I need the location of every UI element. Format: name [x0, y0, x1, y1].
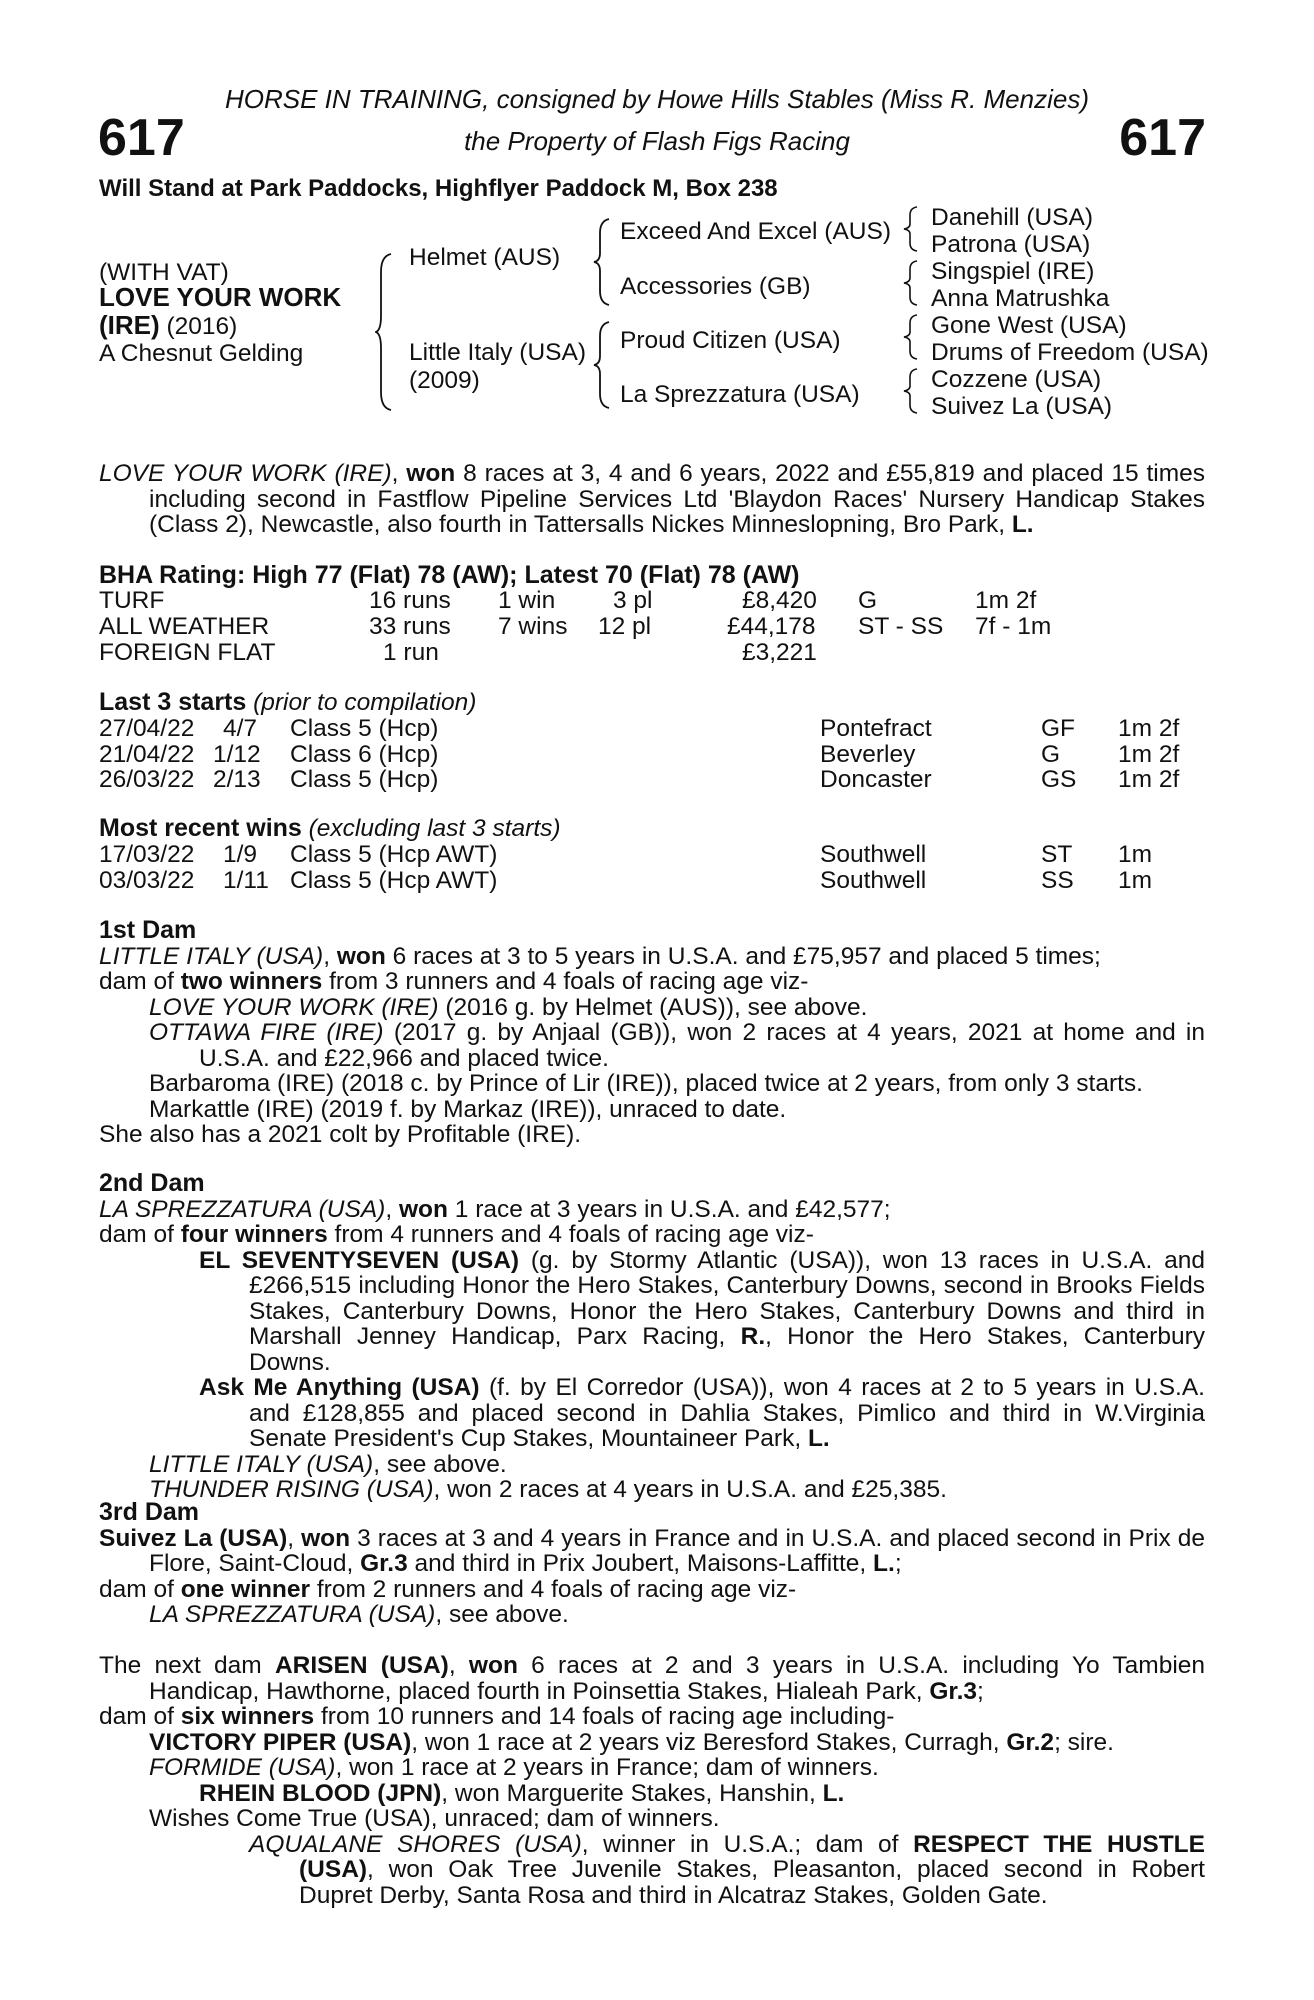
- produce-text-end: , won Oak Tree Juvenile Stakes, Pleasanton, placed second in Robert Dupret Derby, Santa Rosa and third in Alcatraz Stakes, Golden Gate.: [299, 1856, 1205, 1909]
- dam-dam: La Sprezzatura (USA): [620, 381, 860, 408]
- produce-text: (g. by Stormy Atlantic (USA)), won 13 races in U.S.A. and £266,515 including Honor the Hero Stakes, Canterbury Downs, second in Brooks Fields Stakes, Canterbury Downs, Honor the Hero Stakes, Canterbury Downs and third in Marshall Jenney Handicap, Parx Racing,: [249, 1246, 1205, 1350]
- win-distance: 1m: [1118, 867, 1153, 894]
- start-date: 27/04/22: [99, 715, 195, 742]
- third-dam-name: Suivez La (USA): [99, 1524, 288, 1552]
- bha-runs: 33 runs: [369, 613, 451, 640]
- third-dam-winners: one winner: [180, 1575, 311, 1603]
- produce-text: , won 2 races at 4 years in U.S.A. and £25,385.: [433, 1476, 947, 1503]
- pedigree-brace-ss: [903, 205, 919, 253]
- pedigree-brace-ds: [903, 313, 919, 361]
- third-dam-produce-c: from 2 runners and 4 foals of racing age viz-: [310, 1575, 797, 1603]
- recent-heading-row: [99, 816, 561, 842]
- dam: Little Italy (USA): [409, 339, 586, 366]
- produce-text: , won 1 race at 2 years in France; dam of winners.: [335, 1754, 879, 1781]
- bha-wins: 1 win: [498, 587, 556, 614]
- produce-text: (2017 g. by Anjaal (GB)), won 2 races at 4 years, 2021 at home and in U.S.A. and £22,966 and placed twice.: [199, 1019, 1205, 1072]
- first-dam-won: won: [336, 942, 386, 970]
- produce-text-end: ; sire.: [1054, 1728, 1114, 1756]
- second-dam-produce-a: dam of: [99, 1221, 181, 1248]
- first-dam-produce-c: from 3 runners and 4 foals of racing age viz-: [322, 968, 809, 995]
- start-race: Class 6 (Hcp): [290, 741, 439, 768]
- bha-distance: 7f - 1m: [975, 613, 1052, 640]
- bha-placed: 3 pl: [613, 587, 653, 614]
- produce-name: Ask Me Anything (USA): [199, 1374, 480, 1401]
- sire: Helmet (AUS): [409, 244, 561, 271]
- next-dam-record-end: ;: [977, 1677, 984, 1705]
- second-dam-heading: 2nd Dam: [99, 1169, 205, 1197]
- pedigree-brace-dam: [593, 320, 613, 410]
- last3-heading: Last 3 starts: [99, 688, 247, 716]
- next-dam-won: won: [468, 1652, 518, 1679]
- recent-note: (excluding last 3 starts): [301, 815, 561, 842]
- produce-name: RHEIN BLOOD (JPN): [199, 1779, 442, 1807]
- last3-heading-row: [99, 690, 476, 716]
- consignment-line: HORSE IN TRAINING, consigned by Howe Hills Stables (Miss R. Menzies): [224, 84, 1089, 114]
- first-dam-name: LITTLE ITALY (USA): [99, 942, 324, 970]
- last3-note: (prior to compilation): [246, 689, 477, 716]
- race-summary: LOVE YOUR WORK (IRE), won 8 races at 3, 4 and 6 years, 2022 and £55,819 and placed 15 times including second in Fastflow Pipeline Services Ltd 'Blaydon Races' Nursery Handicap Stakes (Class 2), Newcastle, also fourth in Tattersalls Nickes Minneslopning, Bro Park, L.: [99, 460, 1205, 538]
- win-course: Southwell: [820, 841, 927, 868]
- produce-name: LA SPREZZATURA (USA): [149, 1601, 436, 1628]
- bha-going: ST - SS: [858, 613, 944, 640]
- start-date: 21/04/22: [99, 741, 195, 768]
- third-dam-record-b: and third in Prix Joubert, Maisons-Laffitte,: [407, 1550, 874, 1577]
- second-dam-won: won: [398, 1195, 448, 1223]
- next-dam-section: [99, 1653, 1205, 1908]
- second-dam-name: LA SPREZZATURA (USA): [99, 1195, 386, 1223]
- ds-dam: Drums of Freedom (USA): [931, 339, 1209, 366]
- third-dam-grade: Gr.3: [360, 1550, 408, 1577]
- second-dam-winners: four winners: [180, 1221, 328, 1248]
- first-dam-heading: 1st Dam: [99, 916, 197, 944]
- produce-text-end: , Honor the Hero Stakes, Canterbury Downs.: [249, 1323, 1205, 1376]
- produce-name: OTTAWA FIRE (IRE): [149, 1019, 384, 1046]
- summary-name: LOVE YOUR WORK (IRE): [99, 460, 392, 487]
- bha-runs: 1 run: [383, 639, 439, 666]
- produce-item: Markattle (IRE) (2019 f. by Markaz (IRE)), unraced to date.: [149, 1095, 787, 1123]
- location-line: Will Stand at Park Paddocks, Highflyer Paddock M, Box 238: [99, 175, 778, 202]
- produce-name: THUNDER RISING (USA): [149, 1476, 434, 1503]
- second-dam-section: 2nd Dam LA SPREZZATURA (USA), won 1 race at 3 years in U.S.A. and £42,577; dam of four winners from 4 runners and 4 foals of racing age viz- EL SEVENTYSEVEN (USA) (g. by Stormy Atlantic (USA)), won 13 races in U.S.A. and £266,515 including Honor the Hero Stakes, Canterbury Downs, second in Brooks Fields Stakes, Canterbury Downs, Honor the Hero Stakes, Canterbury Downs and third in Marshall Jenney Handicap, Parx Racing, R., Honor the Hero Stakes, Canterbury Downs. Ask Me Anything (USA) (f. by El Corredor (USA)), won 4 races at 2 to 5 years in U.S.A. and £128,855 and placed second in Dahlia Stakes, Pimlico and third in W.Virginia Senate President's Cup Stakes, Mountaineer Park, L. LITTLE ITALY (USA), see above. THUNDER RISING (USA), won 2 races at 4 years in U.S.A. and £25,385.: [99, 1169, 1205, 1503]
- bha-heading: BHA Rating: High 77 (Flat) 78 (AW); Latest 70 (Flat) 78 (AW): [99, 561, 800, 589]
- produce-text: (2016 g. by Helmet (AUS)), see above.: [438, 993, 868, 1021]
- first-dam-winners: two winners: [180, 968, 323, 995]
- third-dam-record-a: 3 races at 3 and 4 years in France and in U.S.A. and placed second in Prix de Flore, Saint-Cloud,: [149, 1524, 1205, 1577]
- third-dam-listed: L.: [873, 1550, 895, 1577]
- ds-sire: Gone West (USA): [931, 312, 1127, 339]
- summary-text: 8 races at 3, 4 and 6 years, 2022 and £55,819 and placed 15 times including second in Fastflow Pipeline Services Ltd 'Blaydon Races' Nursery Handicap Stakes (Class 2), Newcastle, also fourth in Tattersalls Nickes Minneslopning, Bro Park,: [149, 460, 1205, 538]
- produce-name-2: RESPECT THE HUSTLE (USA): [299, 1830, 1205, 1883]
- win-distance: 1m: [1118, 841, 1153, 868]
- dam-year: (2009): [409, 367, 480, 394]
- bha-surface: ALL WEATHER: [99, 613, 270, 640]
- win-position: 1/9: [223, 841, 258, 868]
- summary-won: won: [406, 460, 456, 487]
- sire-sire: Exceed And Excel (AUS): [620, 218, 891, 245]
- start-distance: 1m 2f: [1118, 715, 1180, 742]
- produce-name: VICTORY PIPER (USA): [149, 1728, 412, 1756]
- produce-item: Wishes Come True (USA), unraced; dam of winners.: [149, 1805, 720, 1832]
- pedigree-brace-main: [375, 252, 395, 412]
- next-dam-name: ARISEN (USA): [274, 1652, 449, 1679]
- produce-text: , winner in U.S.A.; dam of: [581, 1830, 914, 1858]
- bha-wins: 7 wins: [498, 613, 568, 640]
- produce-name: LOVE YOUR WORK (IRE): [149, 993, 439, 1021]
- sire-dam: Accessories (GB): [620, 273, 811, 300]
- start-position: 2/13: [213, 766, 261, 793]
- dd-dam: Suivez La (USA): [931, 393, 1113, 420]
- start-race: Class 5 (Hcp): [290, 715, 439, 742]
- bha-prize: £44,178: [727, 613, 816, 640]
- bha-distance: 1m 2f: [975, 587, 1037, 614]
- horse-description: A Chesnut Gelding: [99, 340, 304, 367]
- next-dam-winners: six winners: [180, 1703, 315, 1730]
- win-race: Class 5 (Hcp AWT): [290, 841, 498, 868]
- ss-sire: Danehill (USA): [931, 204, 1094, 231]
- next-dam-record: 6 races at 2 and 3 years in U.S.A. including Yo Tambien Handicap, Hawthorne, placed fourth in Poinsettia Stakes, Hialeah Park,: [149, 1652, 1206, 1705]
- win-date: 17/03/22: [99, 841, 195, 868]
- win-position: 1/11: [223, 867, 269, 894]
- start-going: G: [1041, 741, 1061, 768]
- property-line: the Property of Flash Figs Racing: [464, 126, 850, 156]
- vat-label: (WITH VAT): [99, 259, 229, 286]
- produce-name: EL SEVENTYSEVEN (USA): [199, 1246, 520, 1274]
- start-distance: 1m 2f: [1118, 766, 1180, 793]
- produce-grade: L.: [807, 1425, 830, 1452]
- win-going: ST: [1041, 841, 1073, 868]
- recent-heading: Most recent wins: [99, 814, 302, 842]
- produce-grade: R.: [740, 1323, 766, 1350]
- produce-item: Barbaroma (IRE) (2018 c. by Prince of Lir (IRE)), placed twice at 2 years, from only 3 starts.: [149, 1070, 1143, 1097]
- start-going: GF: [1041, 715, 1076, 742]
- dd-sire: Cozzene (USA): [931, 366, 1102, 393]
- produce-name: FORMIDE (USA): [149, 1754, 336, 1781]
- win-race: Class 5 (Hcp AWT): [290, 867, 498, 894]
- second-dam-produce-c: from 4 runners and 4 foals of racing age viz-: [327, 1221, 814, 1248]
- produce-grade: Gr.2: [1006, 1728, 1055, 1756]
- next-dam-grade: Gr.3: [929, 1677, 978, 1705]
- bha-placed: 12 pl: [598, 613, 652, 640]
- produce-text: , won 1 race at 2 years viz Beresford Stakes, Curragh,: [411, 1728, 1007, 1756]
- start-course: Beverley: [820, 741, 916, 768]
- start-distance: 1m 2f: [1118, 741, 1180, 768]
- next-dam-produce-a: dam of: [99, 1703, 181, 1730]
- lot-number-right: 617: [1119, 109, 1206, 167]
- second-dam-record: 1 race at 3 years in U.S.A. and £42,577;: [447, 1195, 891, 1223]
- third-dam-won: won: [301, 1524, 351, 1552]
- pedigree-brace-sire: [593, 217, 613, 307]
- produce-text: , see above.: [435, 1601, 569, 1628]
- ss-dam: Patrona (USA): [931, 231, 1091, 258]
- bha-prize: £8,420: [742, 587, 817, 614]
- start-race: Class 5 (Hcp): [290, 766, 439, 793]
- horse-country: (IRE): [99, 310, 160, 340]
- bha-surface: FOREIGN FLAT: [99, 639, 276, 666]
- start-course: Doncaster: [820, 766, 932, 793]
- next-dam-intro: The next dam: [99, 1652, 275, 1679]
- third-dam-produce-a: dam of: [99, 1575, 181, 1603]
- first-dam-produce-a: dam of: [99, 968, 181, 995]
- first-dam-section: 1st Dam LITTLE ITALY (USA), won 6 races at 3 to 5 years in U.S.A. and £75,957 and placed 5 times; dam of two winners from 3 runners and 4 foals of racing age viz- LOVE YOUR WORK (IRE) (2016 g. by Helmet (AUS)), see above. OTTAWA FIRE (IRE) (2017 g. by Anjaal (GB)), won 2 races at 4 years, 2021 at home and in U.S.A. and £22,966 and placed twice. Barbaroma (IRE) (2018 c. by Prince of Lir (IRE)), placed twice at 2 years, from only 3 starts. Markattle (IRE) (2019 f. by Markaz (IRE)), unraced to date. She also has a 2021 colt by Profitable (IRE).: [99, 916, 1205, 1148]
- next-dam-produce-c: from 10 runners and 14 foals of racing age including-: [314, 1703, 895, 1730]
- pedigree-brace-sd: [903, 259, 919, 307]
- bha-runs: 16 runs: [369, 587, 451, 614]
- sd-dam: Anna Matrushka: [931, 285, 1110, 312]
- win-going: SS: [1041, 867, 1074, 894]
- summary-grade: L.: [1011, 511, 1034, 538]
- next-dam-sep: ,: [448, 1652, 469, 1679]
- start-date: 26/03/22: [99, 766, 195, 793]
- produce-text: , won Marguerite Stakes, Hanshin,: [441, 1779, 823, 1807]
- start-course: Pontefract: [820, 715, 932, 742]
- bha-prize: £3,221: [742, 639, 817, 666]
- lot-number-left: 617: [98, 109, 185, 167]
- start-position: 4/7: [223, 715, 258, 742]
- pedigree-brace-dd: [903, 367, 919, 415]
- sd-sire: Singspiel (IRE): [931, 258, 1095, 285]
- dam-sire: Proud Citizen (USA): [620, 327, 841, 354]
- produce-text: , see above.: [373, 1450, 507, 1478]
- horse-year: (2016): [159, 313, 238, 340]
- first-dam-record: 6 races at 3 to 5 years in U.S.A. and £75,957 and placed 5 times;: [385, 942, 1101, 970]
- bha-surface: TURF: [99, 587, 165, 614]
- start-going: GS: [1041, 766, 1077, 793]
- third-dam-heading: 3rd Dam: [99, 1498, 200, 1526]
- first-dam-note: She also has a 2021 colt by Profitable (IRE).: [99, 1121, 582, 1148]
- produce-text: (f. by El Corredor (USA)), won 4 races at 2 to 5 years in U.S.A. and £128,855 and placed second in Dahlia Stakes, Pimlico and third in W.Virginia Senate President's Cup Stakes, Mountaineer Park,: [249, 1374, 1205, 1452]
- produce-grade: L.: [822, 1779, 845, 1807]
- produce-name: LITTLE ITALY (USA): [149, 1450, 374, 1478]
- third-dam-record-c: ;: [894, 1550, 902, 1577]
- bha-going: G: [858, 587, 878, 614]
- produce-name: AQUALANE SHORES (USA): [249, 1830, 582, 1858]
- horse-name-line2: [99, 310, 238, 340]
- win-course: Southwell: [820, 867, 927, 894]
- third-dam-section: 3rd Dam Suivez La (USA), won 3 races at 3 and 4 years in France and in U.S.A. and placed second in Prix de Flore, Saint-Cloud, Gr.3 and third in Prix Joubert, Maisons-Laffitte, L.; dam of one winner from 2 runners and 4 foals of racing age viz- LA SPREZZATURA (USA), see above.: [99, 1498, 1205, 1628]
- start-position: 1/12: [213, 741, 261, 768]
- win-date: 03/03/22: [99, 867, 195, 894]
- horse-name: LOVE YOUR WORK: [99, 282, 342, 312]
